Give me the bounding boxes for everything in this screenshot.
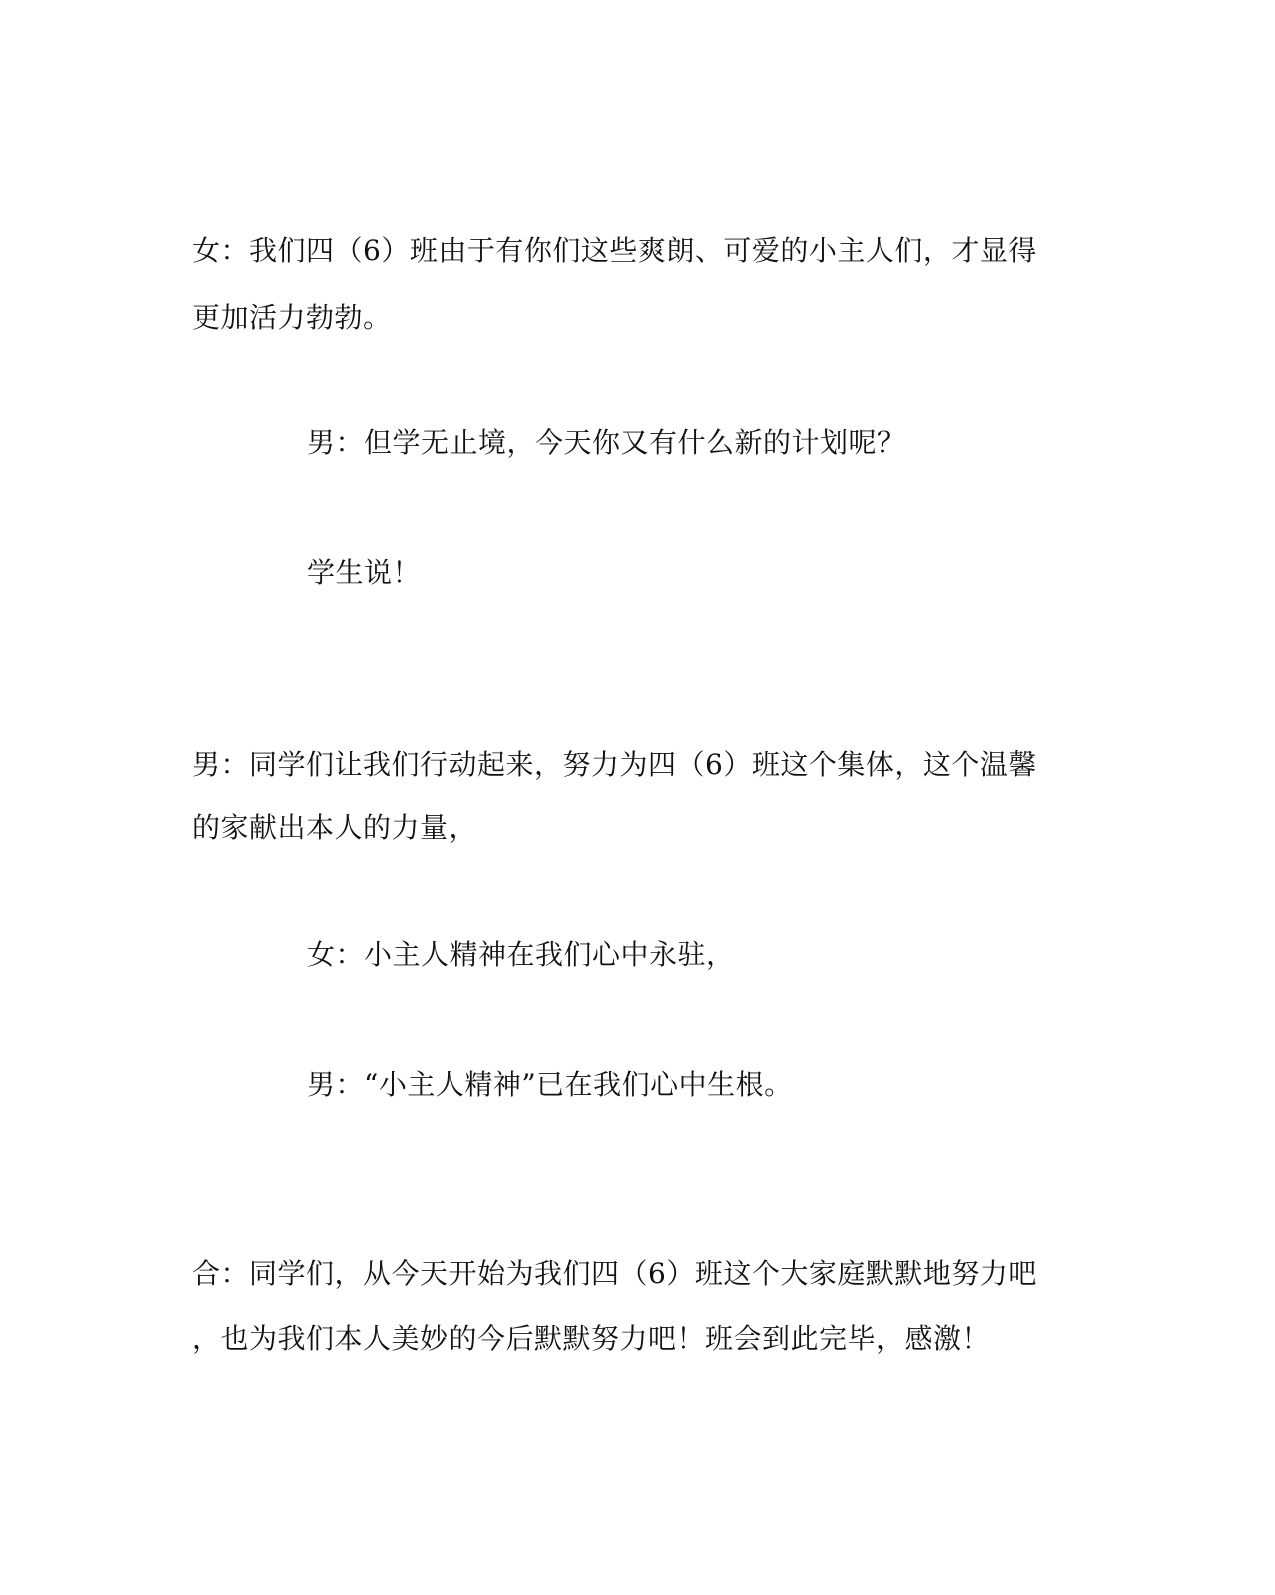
paragraph-7-line-2: ，也为我们本人美妙的今后默默努力吧！班会到此完毕，感激！	[192, 1322, 991, 1355]
paragraph-7-line-1: 合：同学们，从今天开始为我们四（6）班这个大家庭默默地努力吧	[192, 1257, 1037, 1290]
paragraph-5-line-1: 女：小主人精神在我们心中永驻，	[307, 938, 735, 971]
paragraph-1-line-1: 女：我们四（6）班由于有你们这些爽朗、可爱的小主人们，才显得	[192, 234, 1037, 267]
paragraph-2-line-1: 男：但学无止境，今天你又有什么新的计划呢？	[307, 426, 906, 459]
paragraph-4-line-1: 男：同学们让我们行动起来，努力为四（6）班这个集体，这个温馨	[192, 748, 1037, 781]
paragraph-4-line-2: 的家献出本人的力量，	[192, 811, 478, 844]
paragraph-1-line-2: 更加活力勃勃。	[192, 301, 392, 334]
paragraph-6-line-1: 男：“小主人精神”已在我们心中生根。	[307, 1068, 793, 1101]
paragraph-3-line-1: 学生说！	[307, 556, 422, 589]
